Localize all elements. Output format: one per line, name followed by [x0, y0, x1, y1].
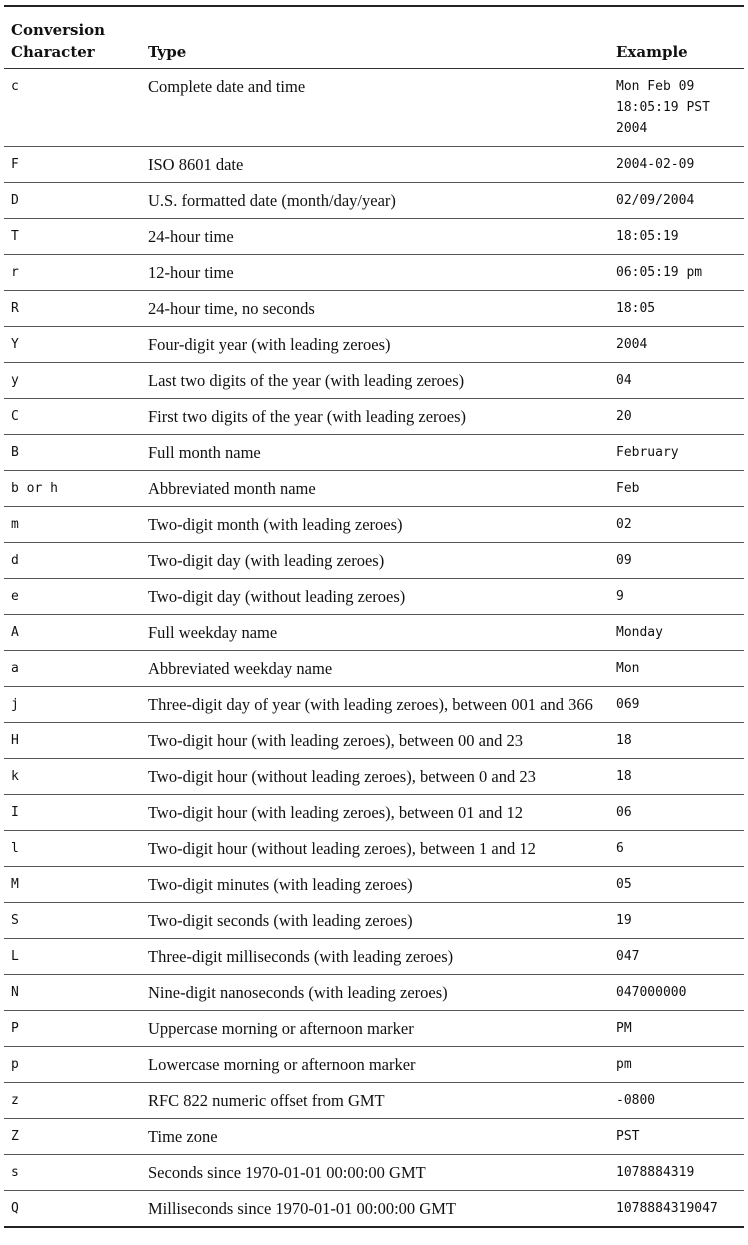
type-description: 24-hour time, no seconds: [148, 291, 616, 327]
table-row: [4, 471, 744, 507]
table-row: [4, 1155, 744, 1191]
type-description: Two-digit month (with leading zeroes): [148, 507, 616, 543]
example-value: 047000000: [616, 975, 744, 1011]
conversion-character: y: [4, 363, 148, 399]
table-row: [4, 759, 744, 795]
table-row: [4, 651, 744, 687]
type-description: U.S. formatted date (month/day/year): [148, 183, 616, 219]
type-description: 12-hour time: [148, 255, 616, 291]
conversion-character: B: [4, 435, 148, 471]
type-description: 24-hour time: [148, 219, 616, 255]
type-description: RFC 822 numeric offset from GMT: [148, 1083, 616, 1119]
conversion-character: N: [4, 975, 148, 1011]
example-value: 6: [616, 831, 744, 867]
type-description: First two digits of the year (with leading zeroes): [148, 399, 616, 435]
conversion-character: I: [4, 795, 148, 831]
table-row: [4, 291, 744, 327]
table-row: [4, 255, 744, 291]
table-row: [4, 1083, 744, 1119]
type-description: Abbreviated month name: [148, 471, 616, 507]
example-value: 9: [616, 579, 744, 615]
header-conversion-character: Conversion Character: [4, 6, 148, 69]
table-row: [4, 831, 744, 867]
table-row: [4, 327, 744, 363]
conversion-character: Y: [4, 327, 148, 363]
conversion-character: D: [4, 183, 148, 219]
conversion-character: Q: [11, 1201, 19, 1216]
type-description: Two-digit day (with leading zeroes): [148, 543, 616, 579]
example-value: 047: [616, 939, 744, 975]
type-description: Two-digit hour (without leading zeroes), between 0 and 23: [148, 759, 616, 795]
example-value: 02/09/2004: [616, 183, 744, 219]
conversion-character: b or h: [4, 471, 148, 507]
conversion-character: z: [4, 1083, 148, 1119]
type-description: Full month name: [148, 435, 616, 471]
header-example: Example: [616, 6, 744, 69]
table-row: [4, 363, 744, 399]
example-value: -0800: [616, 1083, 744, 1119]
type-description: Nine-digit nanoseconds (with leading zeroes): [148, 975, 616, 1011]
conversion-character: C: [4, 399, 148, 435]
example-value: 19: [616, 903, 744, 939]
conversion-character: m: [4, 507, 148, 543]
type-description: Milliseconds since 1970-01-01 00:00:00 GMT: [148, 1199, 456, 1218]
conversion-character: s: [4, 1155, 148, 1191]
conversion-character: k: [4, 759, 148, 795]
conversion-table: [4, 5, 744, 1228]
conversion-character: H: [4, 723, 148, 759]
conversion-character: j: [4, 687, 148, 723]
type-description: ISO 8601 date: [148, 147, 616, 183]
table-row: [4, 903, 744, 939]
conversion-character: p: [4, 1047, 148, 1083]
type-description: Time zone: [148, 1119, 616, 1155]
type-description: Three-digit milliseconds (with leading zeroes): [148, 939, 616, 975]
conversion-character: r: [4, 255, 148, 291]
table-row: [4, 543, 744, 579]
type-description: Last two digits of the year (with leading zeroes): [148, 363, 616, 399]
table-row: [4, 615, 744, 651]
example-value: 069: [616, 687, 744, 723]
conversion-character: F: [4, 147, 148, 183]
table-row: [4, 219, 744, 255]
table-row: [4, 435, 744, 471]
example-value: 18:05: [616, 291, 744, 327]
example-value: 18: [616, 759, 744, 795]
example-value: 09: [616, 543, 744, 579]
example-value: 02: [616, 507, 744, 543]
conversion-character: c: [4, 69, 148, 147]
example-value: 1078884319: [616, 1155, 744, 1191]
conversion-character: S: [4, 903, 148, 939]
example-value: 18:05:19: [616, 219, 744, 255]
conversion-character: Z: [4, 1119, 148, 1155]
header-row: [4, 6, 744, 69]
type-description: Three-digit day of year (with leading zeroes), between 001 and 366: [148, 687, 616, 723]
type-description: Uppercase morning or afternoon marker: [148, 1011, 616, 1047]
conversion-character: T: [4, 219, 148, 255]
conversion-character: P: [4, 1011, 148, 1047]
example-value: Mon Feb 09 18:05:19 PST 2004: [616, 69, 744, 147]
table-row: [4, 579, 744, 615]
example-value: 2004-02-09: [616, 147, 744, 183]
example-value: PST: [616, 1119, 744, 1155]
example-value: 2004: [616, 327, 744, 363]
table-row: [4, 183, 744, 219]
conversion-character: l: [4, 831, 148, 867]
table-row: [4, 867, 744, 903]
table-row: [4, 1119, 744, 1155]
table-row: [4, 507, 744, 543]
table-row: [4, 69, 744, 147]
example-value: 06: [616, 795, 744, 831]
example-value: 18: [616, 723, 744, 759]
type-description: Lowercase morning or afternoon marker: [148, 1047, 616, 1083]
example-value: 05: [616, 867, 744, 903]
type-description: Two-digit minutes (with leading zeroes): [148, 867, 616, 903]
conversion-character: L: [4, 939, 148, 975]
conversion-character: e: [4, 579, 148, 615]
example-value: Mon: [616, 651, 744, 687]
type-description: Two-digit hour (without leading zeroes), between 1 and 12: [148, 831, 616, 867]
header-type: Type: [148, 6, 616, 69]
example-value: 20: [616, 399, 744, 435]
example-value: February: [616, 435, 744, 471]
type-description: Complete date and time: [148, 69, 616, 147]
table-row: [4, 399, 744, 435]
conversion-character: R: [4, 291, 148, 327]
type-description: Abbreviated weekday name: [148, 651, 616, 687]
table-row: [4, 687, 744, 723]
table-row: [4, 939, 744, 975]
table-row: [4, 1191, 744, 1228]
conversion-character: A: [4, 615, 148, 651]
conversion-character: a: [4, 651, 148, 687]
type-description: Two-digit day (without leading zeroes): [148, 579, 616, 615]
table-row: [4, 1011, 744, 1047]
example-value: 06:05:19 pm: [616, 255, 744, 291]
type-description: Two-digit seconds (with leading zeroes): [148, 903, 616, 939]
table-row: [4, 1047, 744, 1083]
example-value: PM: [616, 1011, 744, 1047]
table-row: [4, 147, 744, 183]
example-value: Feb: [616, 471, 744, 507]
table-row: [4, 975, 744, 1011]
type-description: Two-digit hour (with leading zeroes), between 00 and 23: [148, 723, 616, 759]
example-value: 1078884319047: [616, 1201, 718, 1216]
type-description: Seconds since 1970-01-01 00:00:00 GMT: [148, 1155, 616, 1191]
table-body: [4, 69, 744, 1228]
example-value: 04: [616, 363, 744, 399]
table-row: [4, 723, 744, 759]
type-description: Full weekday name: [148, 615, 616, 651]
example-value: pm: [616, 1047, 744, 1083]
type-description: Four-digit year (with leading zeroes): [148, 327, 616, 363]
example-value: Monday: [616, 615, 744, 651]
conversion-character: d: [4, 543, 148, 579]
table-row: [4, 795, 744, 831]
conversion-character: M: [4, 867, 148, 903]
type-description: Two-digit hour (with leading zeroes), between 01 and 12: [148, 795, 616, 831]
